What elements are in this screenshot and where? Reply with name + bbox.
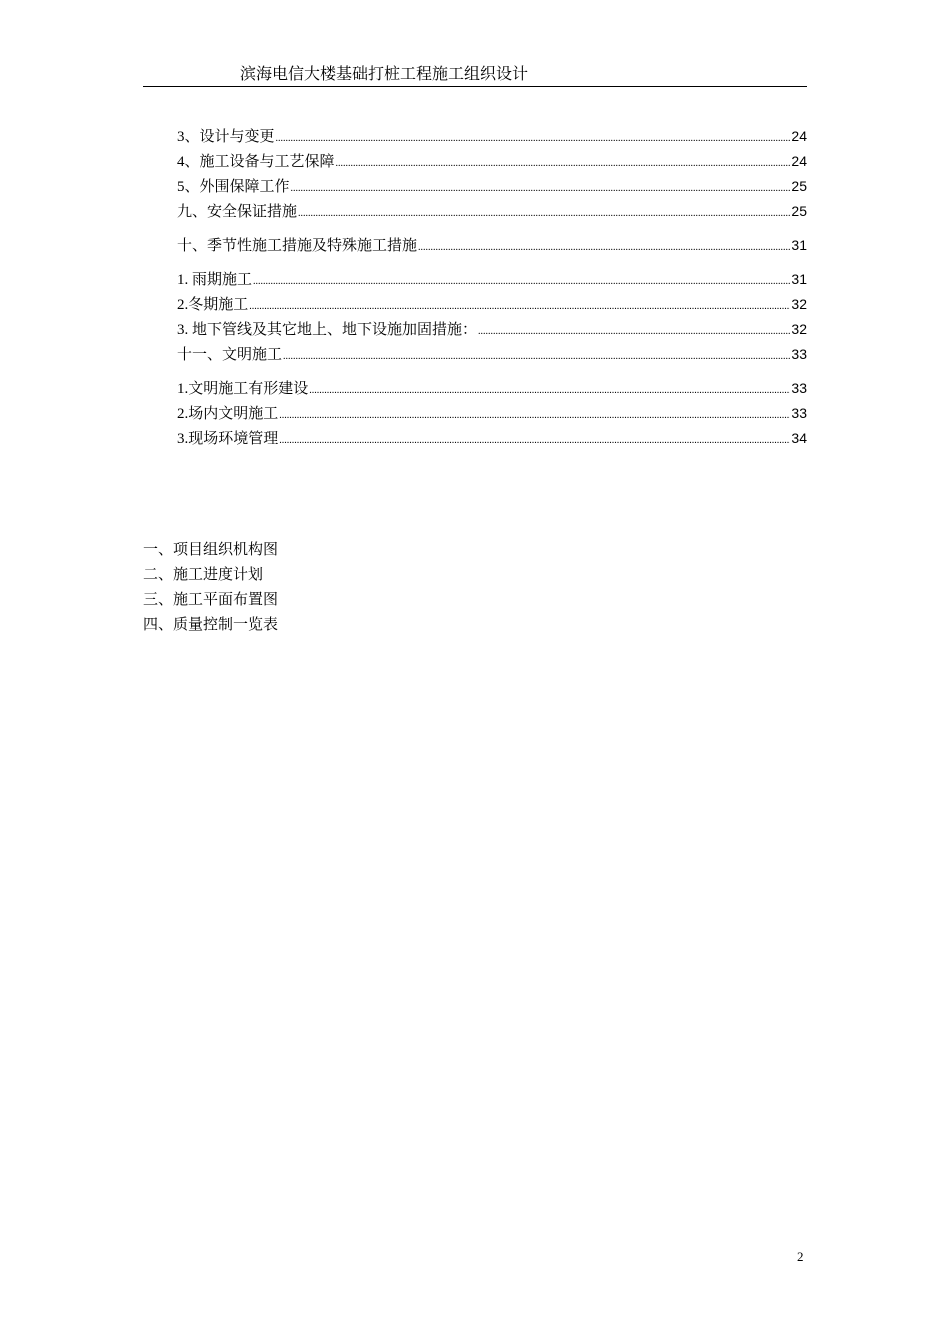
toc-entry-label: 5、外围保障工作 [177,179,290,195]
toc-entry[interactable] [177,233,807,257]
toc-entry[interactable] [177,342,807,366]
toc-dot-leader [283,345,790,369]
toc-entry-page: 32 [791,296,807,312]
toc-entry-label: 2.冬期施工 [177,297,249,313]
toc-entry-label: 九、安全保证措施 [177,204,298,220]
toc-entry-page: 33 [791,380,807,396]
toc-entry-page: 33 [791,346,807,362]
toc-entry[interactable] [177,426,807,450]
toc-entry-label: 1.文明施工有形建设 [177,381,309,397]
toc-dot-leader [298,202,790,226]
toc-dot-leader [276,127,791,151]
toc-entry-page: 25 [791,203,807,219]
toc-dot-leader [279,429,790,453]
toc-entry-page: 31 [791,271,807,287]
appendix-item: 三、施工平面布置图 [143,592,279,608]
toc-dot-leader [418,236,790,260]
toc-dot-leader [253,270,790,294]
toc-entry-label: 3. 地下管线及其它地上、地下设施加固措施： [177,322,478,338]
toc-entry-page: 24 [791,128,807,144]
appendix-item: 二、施工进度计划 [143,567,264,583]
toc-entry-page: 32 [791,321,807,337]
toc-entry[interactable] [177,174,807,198]
toc-entry[interactable] [177,199,807,223]
toc-entry[interactable] [177,376,807,400]
toc-entry-label: 3、设计与变更 [177,129,275,145]
toc-entry-label: 4、施工设备与工艺保障 [177,154,335,170]
toc-entry[interactable] [177,124,807,148]
toc-entry-label: 十一、文明施工 [177,347,283,363]
toc-dot-leader [309,379,790,403]
toc-entry[interactable] [177,317,807,341]
toc-entry[interactable] [177,149,807,173]
toc-entry-label: 2.场内文明施工 [177,406,279,422]
appendix-item: 一、项目组织机构图 [143,542,279,558]
page-number: 2 [797,1249,804,1264]
toc-entry[interactable] [177,401,807,425]
appendix-item: 四、质量控制一览表 [143,617,279,633]
header-divider [143,86,807,87]
toc-entry-label: 1. 雨期施工 [177,272,253,288]
toc-entry[interactable] [177,292,807,316]
toc-entry-page: 24 [791,153,807,169]
toc-dot-leader [478,320,790,344]
toc-entry-page: 25 [791,178,807,194]
document-title: 滨海电信大楼基础打桩工程施工组织设计 [240,66,529,83]
toc-dot-leader [249,295,790,319]
toc-entry-label: 十、季节性施工措施及特殊施工措施 [177,238,418,254]
toc-entry[interactable] [177,267,807,291]
toc-entry-page: 31 [791,237,807,253]
toc-dot-leader [336,152,791,176]
toc-entry-page: 34 [791,430,807,446]
toc-dot-leader [291,177,791,201]
toc-entry-label: 3.现场环境管理 [177,431,279,447]
toc-entry-page: 33 [791,405,807,421]
toc-dot-leader [279,404,790,428]
